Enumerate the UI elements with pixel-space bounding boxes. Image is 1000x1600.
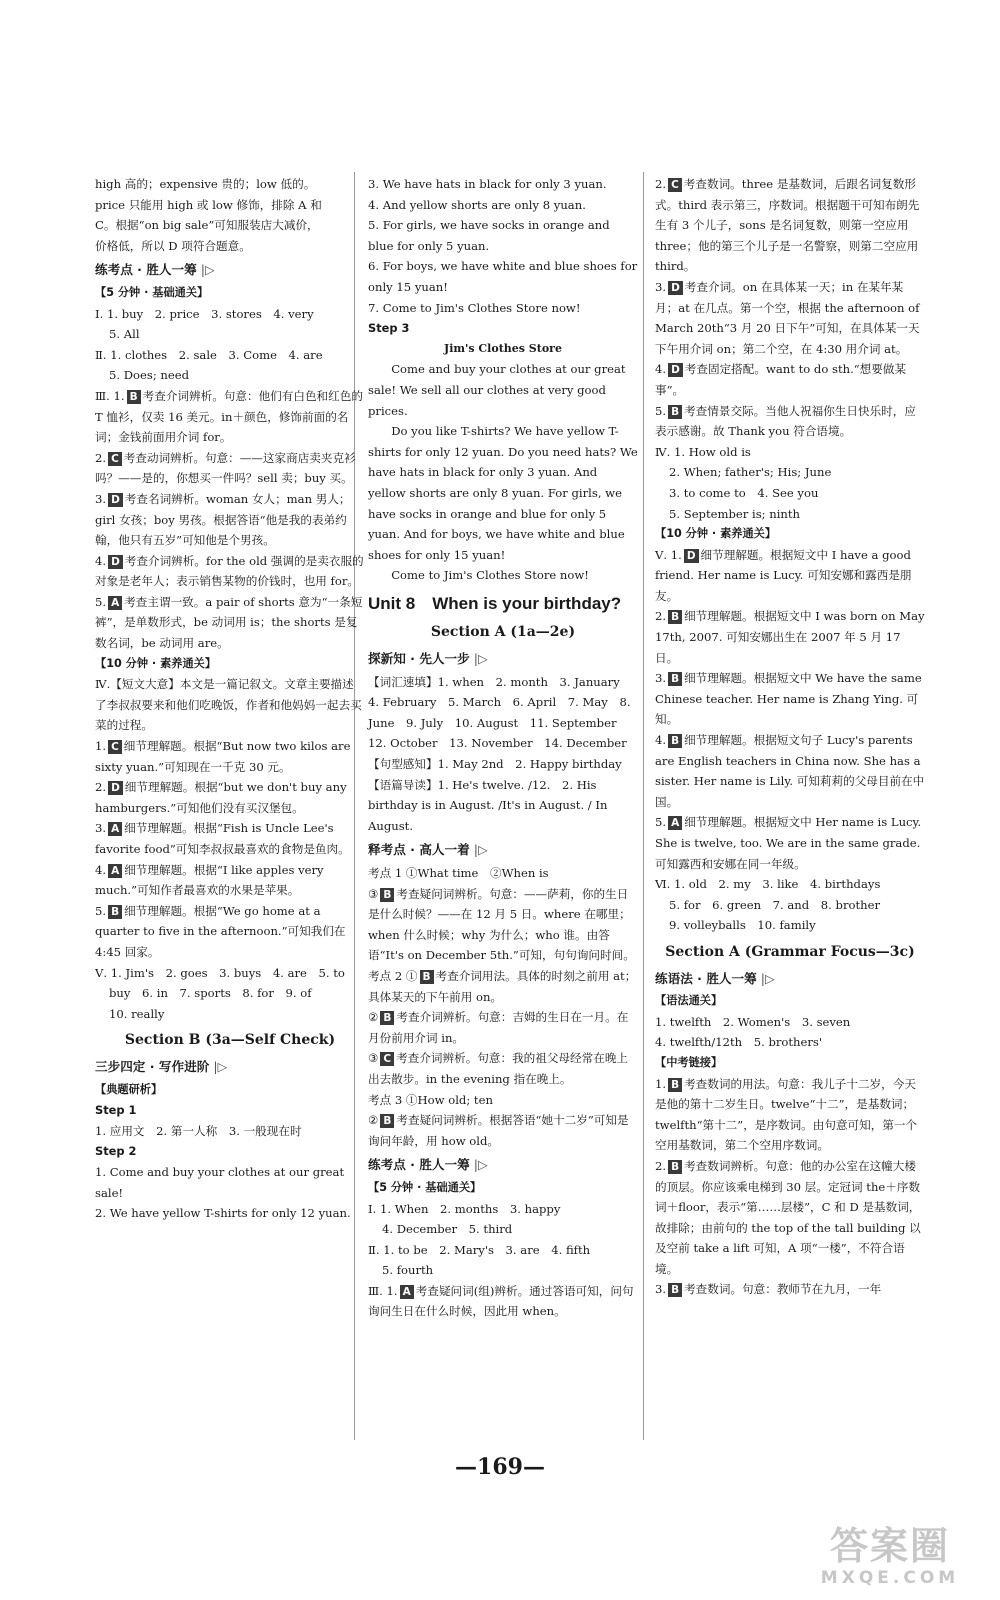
answer-item xyxy=(95,386,365,448)
subheading: 【5 分钟 · 基础通关】 xyxy=(95,285,209,299)
question-number: 5. xyxy=(655,403,667,418)
question-number: 1. xyxy=(95,739,107,754)
answer-item xyxy=(95,777,365,818)
question-number: 2. xyxy=(655,1158,667,1173)
answer-item xyxy=(655,1156,925,1280)
text-line: Ⅴ. 1. Jim's 2. goes 3. buys 4. are 5. to xyxy=(95,965,345,980)
answer-item xyxy=(368,1048,638,1089)
text-line: Do you like T-shirts? We have yellow T-shirts for only 12 yuan. Do you need hats? We have hats in black for only 3 yuan. And yellow shorts are only 8 yuan. For girls, we have socks in orange and blue for only 5 yuan. And for boys, we have white and blue shoes for only 15 yuan! xyxy=(368,424,638,562)
heading-arrow-icon: |▷ xyxy=(469,1157,488,1173)
column-rule-2 xyxy=(643,172,644,1440)
answer-choice-badge: D xyxy=(108,555,123,569)
section-heading xyxy=(95,260,365,281)
answer-item xyxy=(655,668,925,730)
question-number: 3. xyxy=(655,1282,667,1297)
question-number: Ⅴ. 1. xyxy=(655,547,682,562)
explanation-text: 考查疑问词辨析。根据答语“她十二岁”可知是询问年龄，用 how old。 xyxy=(368,1113,629,1148)
watermark-site: MXQE.COM xyxy=(820,1568,960,1588)
answer-item xyxy=(95,860,365,901)
explanation-text: 细节理解题。根据“Fish is Uncle Lee's favorite food”可知李叔叔最喜欢的食物是鱼肉。 xyxy=(95,821,350,856)
watermark-logo-text: 答案圈 xyxy=(829,1524,950,1568)
answer-item xyxy=(95,489,365,551)
answer-choice-badge: D xyxy=(108,781,123,795)
question-number: 3. xyxy=(95,821,107,836)
answer-choice-badge: A xyxy=(108,822,122,836)
answer-choice-badge: D xyxy=(684,549,699,563)
section-heading xyxy=(368,1155,638,1176)
answer-item xyxy=(95,736,365,777)
answer-choice-badge: B xyxy=(668,405,682,419)
section-heading xyxy=(368,840,638,861)
text-line-indented: 9. volleyballs 10. family xyxy=(669,918,816,933)
step-label: Step 2 xyxy=(95,1144,137,1159)
text-line: 考点 3 ①How old; ten xyxy=(368,1092,493,1107)
explanation-text: 考查介词辨析。句意：吉姆的生日在一月。在月份前用介词 in。 xyxy=(368,1010,629,1045)
text-line-indented: 5. Does; need xyxy=(109,368,190,383)
heading-arrow-icon: |▷ xyxy=(196,262,215,278)
text-line: Ⅱ. 1. clothes 2. sale 3. Come 4. are xyxy=(95,347,323,362)
text-line: C。根据“on big sale”可知服装店大减价， xyxy=(95,218,319,233)
answer-item xyxy=(655,812,925,874)
section-heading xyxy=(368,649,638,670)
text-line-indented: 5. All xyxy=(109,327,140,342)
answer-item xyxy=(95,818,365,859)
question-number: 2. xyxy=(95,780,107,795)
subheading: 【典题研析】 xyxy=(95,1082,163,1096)
answer-item xyxy=(655,277,925,359)
answer-choice-badge: B xyxy=(380,1011,394,1025)
explanation-text: 考查疑问词辨析。句意：——萨莉，你的生日是什么时候？——在 12 月 5 日。where 在哪里；when 什么时候；why 为什么；who 谁。由答语“It's on December 5th.”可知，句句询问时间。 xyxy=(368,886,635,963)
text-line-indented: 5. fourth xyxy=(382,1263,434,1278)
section-heading-text: 释考点 · 高人一着 xyxy=(368,842,470,858)
section-heading-text: 练考点 · 胜人一筹 xyxy=(95,262,197,278)
explanation-text: 考查动词辨析。句意：——这家商店卖夹克衫吗？——是的，你想买一件吗？sell 卖；buy 买。 xyxy=(95,450,356,486)
section-heading-text: 三步四定 · 写作进阶 xyxy=(95,1058,210,1074)
answer-item xyxy=(95,551,365,592)
answer-choice-badge: B xyxy=(127,390,141,404)
answer-item xyxy=(655,1279,925,1300)
question-number: 1. xyxy=(655,1076,667,1091)
step-label: Step 1 xyxy=(95,1103,137,1118)
answer-choice-badge: B xyxy=(668,1078,682,1092)
text-line: Come to Jim's Clothes Store now! xyxy=(368,568,589,583)
answer-choice-badge: B xyxy=(668,1283,682,1297)
section-title: Section B (3a—Self Check) xyxy=(124,1032,336,1049)
subheading: 【10 分钟 · 素养通关】 xyxy=(655,527,777,541)
text-line-indented: 10. really xyxy=(109,1006,165,1021)
text-line: Ⅰ. 1. When 2. months 3. happy xyxy=(368,1201,561,1216)
explanation-text: 考查名词辨析。woman 女人；man 男人；girl 女孩；boy 男孩。根据答语“他是我的表弟约翰，他只有五岁”可知他是个男孩。 xyxy=(95,491,351,548)
explanation-text: 细节理解题。根据“but we don't buy any hamburgers.”可知他们没有买汉堡包。 xyxy=(95,780,347,815)
answer-choice-badge: A xyxy=(108,596,122,610)
question-number: Ⅲ. 1. xyxy=(368,1283,398,1298)
answer-item xyxy=(368,966,638,1007)
text-line: 1. Come and buy your clothes at our great sale! xyxy=(95,1164,345,1200)
answer-item xyxy=(368,1110,638,1151)
passage-title: Jim's Clothes Store xyxy=(444,341,562,355)
explanation-text: 考查疑问词(组)辨析。通过答语可知，问句询问生日在什么时候，因此用 when。 xyxy=(368,1283,634,1319)
explanation-text: 细节理解题。根据短文中 I have a good friend. Her name is Lucy. 可知安娜和露西是朋友。 xyxy=(655,547,912,603)
explanation-text: 考查数词辨析。句意：他的办公室在这幢大楼的顶层。你应该乘电梯到 30 层。定冠词 the＋序数词＋floor，表示“第……层楼”，C 和 D 是基数词，故排除；由前句的 the top of the tall building 以及空前 take a lift 可知，A 项“一楼”，不符合语境。 xyxy=(655,1158,921,1276)
unit-title: Unit 8 When is your birthday? xyxy=(368,593,622,613)
explanation-text: 考查介词辨析。for the old 强调的是卖衣服的对象是老年人；表示销售某物的价钱时，也用 for。 xyxy=(95,553,364,589)
question-number: 4. xyxy=(655,733,667,748)
explanation-text: 考查数词。句意：教师节在九月，一年 xyxy=(684,1282,882,1297)
question-number: Ⅲ. 1. xyxy=(95,388,125,403)
section-title: Section A (Grammar Focus—3c) xyxy=(665,943,915,960)
text-line: 3. We have hats in black for only 3 yuan. xyxy=(368,177,607,191)
answer-column-middle xyxy=(368,174,638,1322)
answer-choice-badge: D xyxy=(668,363,683,377)
question-number: 5. xyxy=(655,815,667,830)
heading-arrow-icon: |▷ xyxy=(209,1058,228,1074)
text-line: 1. twelfth 2. Women's 3. seven xyxy=(655,1014,851,1029)
answer-item xyxy=(655,606,925,668)
text-line-indented: 4. December 5. third xyxy=(382,1222,513,1237)
explanation-text: 细节理解题。根据“We go home at a quarter to five in the afternoon.”可知我们在 4:45 回家。 xyxy=(95,903,346,959)
text-line: Come and buy your clothes at our great sale! We sell all our clothes at very good prices. xyxy=(368,362,626,418)
text-line: 5. For girls, we have socks in orange and blue for only 5 yuan. xyxy=(368,218,610,253)
explanation-text: 考查介词辨析。句意：他们有白色和红色的 T 恤衫，仅卖 16 美元。in＋颜色，修饰前面的名词；金钱前面用介词 for。 xyxy=(95,388,363,445)
answer-item xyxy=(655,1074,925,1156)
text-line-indented: 3. to come to 4. See you xyxy=(669,485,819,500)
answer-choice-badge: D xyxy=(668,281,683,295)
answer-item xyxy=(368,1281,638,1322)
answer-item xyxy=(655,401,925,442)
question-number: 3. xyxy=(655,671,667,686)
heading-arrow-icon: |▷ xyxy=(469,842,488,858)
answer-choice-badge: B xyxy=(668,734,682,748)
question-number: 5. xyxy=(95,594,107,609)
answer-choice-badge: C xyxy=(668,178,682,192)
text-line: 7. Come to Jim's Clothes Store now! xyxy=(368,300,581,315)
answer-item xyxy=(95,592,365,654)
explanation-text: 考查介词辨析。句意：我的祖父母经常在晚上出去散步。in the evening 指在晚上。 xyxy=(368,1051,629,1086)
explanation-text: 考查数词。three 是基数词，后跟名词复数形式。third 表示第三，序数词。根据题干可知布朗先生有 3 个儿子，sons 是名词复数，则第一空应用 three；他的第三个儿子是一名警察，则第二空应用 third。 xyxy=(655,177,920,274)
explanation-text: 细节理解题。根据短文中 Her name is Lucy. She is twelve, too. We are in the same grade. 可知露西和安娜在同一年级。 xyxy=(655,815,922,871)
question-number: 考点 2 ① xyxy=(368,968,418,983)
subheading: 【语法通关】 xyxy=(655,994,723,1008)
explanation-text: 细节理解题。根据“But now two kilos are sixty yuan.”可知现在一千克 30 元。 xyxy=(95,739,351,774)
subheading: 【5 分钟 · 基础通关】 xyxy=(368,1180,482,1194)
text-line: 4. twelfth/12th 5. brothers' xyxy=(655,1035,823,1050)
subheading: 【中考链接】 xyxy=(655,1055,723,1069)
text-line: price 只能用 high 或 low 修饰，排除 A 和 xyxy=(95,197,322,212)
heading-arrow-icon: |▷ xyxy=(756,970,775,986)
question-number: 2. xyxy=(655,177,667,191)
explanation-text: 细节理解题。根据短文中 I was born on May 17th, 2007. 可知安娜出生在 2007 年 5 月 17 日。 xyxy=(655,609,925,665)
answer-choice-badge: C xyxy=(108,740,122,754)
question-number: 2. xyxy=(95,450,107,465)
text-line: Ⅵ. 1. old 2. my 3. like 4. birthdays xyxy=(655,877,881,892)
explanation-text: 考查情景交际。当他人祝福你生日快乐时，应表示感谢。故 Thank you 符合语境。 xyxy=(655,403,916,439)
text-line-indented: 5. September is; ninth xyxy=(669,506,801,521)
text-line: 【语篇导读】1. He's twelve. /12. 2. His birthday is in August. /It's in August. / In August. xyxy=(368,777,608,833)
answer-choice-badge: B xyxy=(668,610,682,624)
explanation-text: 细节理解题。根据短文句子 Lucy's parents are English teachers in China now. She has a sister. Her name is Lily. 可知莉莉的父母目前在中国。 xyxy=(655,733,925,809)
text-line: 【句型感知】1. May 2nd 2. Happy birthday xyxy=(368,757,622,772)
text-line: 【词汇速填】1. when 2. month 3. January 4. February 5. March 6. April 7. May 8. June 9. July 10. August 11. September 12. October 13. November 14. December xyxy=(368,674,632,751)
text-line: Ⅱ. 1. to be 2. Mary's 3. are 4. fifth xyxy=(368,1242,591,1257)
answer-item xyxy=(368,884,638,966)
text-line-indented: 5. for 6. green 7. and 8. brother xyxy=(669,897,881,912)
explanation-text: 考查介词。on 在具体某一天；in 在某年某月；at 在几点。第一个空，根据 the afternoon of March 20th“3 月 20 日下午”可知，在具体某一天下午用介词 on；第二个空，在 4:30 用介词 at。 xyxy=(655,279,920,356)
question-number: 3. xyxy=(95,491,107,506)
section-heading-text: 练语法 · 胜人一筹 xyxy=(655,970,757,986)
answer-choice-badge: B xyxy=(380,1114,394,1128)
text-line-indented: 2. When; father's; His; June xyxy=(669,465,832,480)
section-title: Section A (1a—2e) xyxy=(430,624,576,641)
section-heading-text: 练考点 · 胜人一筹 xyxy=(368,1157,470,1173)
text-line: Ⅳ. 1. How old is xyxy=(655,444,751,459)
text-line: 1. 应用文 2. 第一人称 3. 一般现在时 xyxy=(95,1123,302,1138)
answer-item xyxy=(655,174,925,277)
question-number: ③ xyxy=(368,886,379,901)
answer-choice-badge: B xyxy=(668,672,682,686)
heading-arrow-icon: |▷ xyxy=(469,651,488,667)
answer-choice-badge: D xyxy=(108,493,123,507)
answer-choice-badge: C xyxy=(108,452,122,466)
question-number: ③ xyxy=(368,1051,379,1066)
page-number: —169— xyxy=(455,1454,545,1480)
section-heading xyxy=(95,1057,365,1078)
answer-choice-badge: B xyxy=(108,905,122,919)
answer-choice-badge: A xyxy=(108,864,122,878)
answer-column-right xyxy=(655,174,925,1300)
explanation-text: 考查主谓一致。a pair of shorts 意为“一条短裤”，是单数形式，be 动词用 is；the shorts 是复数名词，be 动词用 are。 xyxy=(95,594,363,651)
text-line: 6. For boys, we have white and blue shoes for only 15 yuan! xyxy=(368,259,638,294)
step-label: Step 3 xyxy=(368,321,410,336)
answer-item xyxy=(368,1007,638,1048)
subheading: 【10 分钟 · 素养通关】 xyxy=(95,656,217,670)
answer-choice-badge: B xyxy=(380,888,394,902)
answer-column-left xyxy=(95,174,365,1224)
answer-item xyxy=(95,901,365,963)
question-number: 3. xyxy=(655,279,667,294)
answer-item xyxy=(655,545,925,607)
text-line: Ⅳ.【短文大意】本文是一篇记叙文。文章主要描述了李叔叔要来和他们吃晚饭，作者和他妈妈一起去买菜的过程。 xyxy=(95,677,362,733)
text-line: Ⅰ. 1. buy 2. price 3. stores 4. very xyxy=(95,306,314,321)
answer-choice-badge: B xyxy=(668,1160,682,1174)
answer-choice-badge: A xyxy=(400,1285,414,1299)
question-number: 2. xyxy=(655,609,667,624)
answer-choice-badge: A xyxy=(668,816,682,830)
question-number: ② xyxy=(368,1113,379,1128)
explanation-text: 考查介词用法。具体的时刻之前用 at；具体某天的下午前用 on。 xyxy=(368,968,637,1004)
answer-item xyxy=(655,730,925,812)
question-number: 4. xyxy=(95,862,107,877)
explanation-text: 细节理解题。根据短文中 We have the same Chinese teacher. Her name is Zhang Ying. 可知。 xyxy=(655,671,922,727)
question-number: 5. xyxy=(95,903,107,918)
answer-choice-badge: C xyxy=(380,1052,394,1066)
text-line: high 高的；expensive 贵的；low 低的。 xyxy=(95,177,316,191)
text-line: 考点 1 ①What time ②When is xyxy=(368,866,549,880)
question-number: 4. xyxy=(655,362,667,377)
question-number: 4. xyxy=(95,553,107,568)
question-number: ② xyxy=(368,1010,379,1025)
section-heading-text: 探新知 · 先人一步 xyxy=(368,651,470,667)
explanation-text: 考查固定搭配。want to do sth.“想要做某事”。 xyxy=(655,362,907,397)
text-line: 价格低，所以 D 项符合题意。 xyxy=(95,238,251,253)
text-line: 4. And yellow shorts are only 8 yuan. xyxy=(368,197,586,212)
text-line: 2. We have yellow T-shirts for only 12 yuan. xyxy=(95,1206,351,1221)
explanation-text: 考查数词的用法。句意：我儿子十二岁，今天是他的第十二岁生日。twelve“十二”，是基数词；twelfth“第十二”，是序数词。由句意可知，第一个空用基数词，第二个空用序数词。 xyxy=(655,1076,918,1153)
answer-item xyxy=(655,359,925,400)
watermark-logo xyxy=(804,1524,976,1588)
text-line-indented: buy 6. in 7. sports 8. for 9. of xyxy=(109,986,312,1001)
answer-choice-badge: B xyxy=(420,970,434,984)
answer-item xyxy=(95,448,365,489)
section-heading xyxy=(655,969,925,990)
explanation-text: 细节理解题。根据“I like apples very much.”可知作者最喜欢的水果是苹果。 xyxy=(95,862,324,898)
